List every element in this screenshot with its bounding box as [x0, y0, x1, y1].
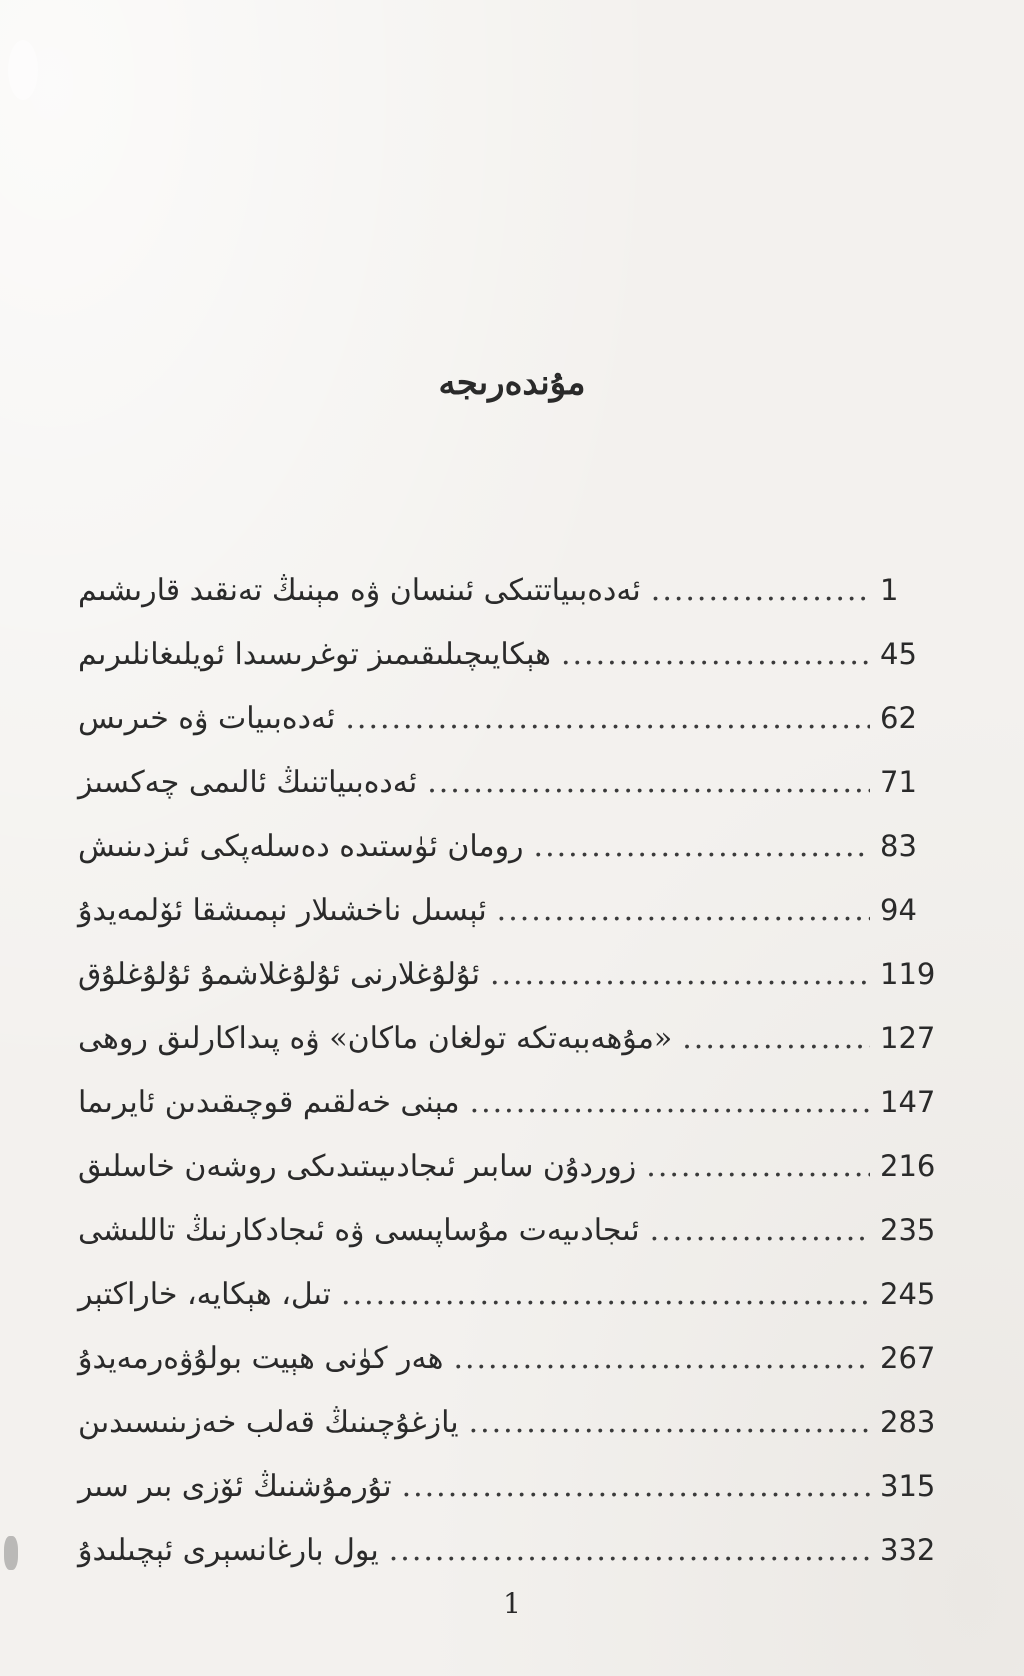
toc-entry-page: 127 [880, 1021, 936, 1055]
toc-entry [78, 686, 940, 750]
toc-entry-page: 283 [880, 1405, 936, 1439]
toc-leader-dots [469, 1391, 870, 1455]
toc-entry [78, 1006, 940, 1070]
toc-leader-dots [561, 623, 870, 687]
toc-entry-title: ئەدەبىيات ۋە خىرىس [78, 701, 336, 736]
toc-leader-dots [341, 1263, 870, 1327]
toc-entry-page: 235 [880, 1213, 936, 1247]
toc-entry-title: تۇرمۇشنىڭ ئۆزى بىر سىر [78, 1469, 392, 1504]
toc-entry [78, 622, 940, 686]
toc-entry-page: 267 [880, 1341, 936, 1375]
toc-entry-title: ئەدەبىياتنىڭ ئالىمى چەكسىز [78, 765, 418, 800]
toc-entry [78, 1390, 940, 1454]
toc-entry-page: 62 [880, 701, 917, 735]
toc-entry [78, 878, 940, 942]
toc-entry [78, 1326, 940, 1390]
toc-entry-page: 71 [880, 765, 917, 799]
toc-leader-dots [534, 815, 870, 879]
toc-entry-page: 1 [880, 573, 899, 607]
toc-entry-title: زوردۇن سابىر ئىجادىيىتىدىكى روشەن خاسلىق [78, 1149, 637, 1184]
toc-entry-page: 332 [880, 1533, 936, 1567]
page-title: مۇندەرىجە [438, 363, 586, 403]
toc-leader-dots [427, 751, 870, 815]
toc-leader-dots [402, 1455, 870, 1519]
toc-leader-dots [470, 1071, 870, 1135]
toc-entry-page: 83 [880, 829, 917, 863]
paper-mark [4, 1536, 18, 1570]
toc-entry-title: ئېسىل ناخشىلار نېمىشقا ئۆلمەيدۇ [78, 893, 487, 928]
toc-leader-dots [651, 559, 870, 623]
toc-leader-dots [650, 1199, 870, 1263]
toc-entry [78, 558, 940, 622]
toc-entry-page: 245 [880, 1277, 936, 1311]
toc-entry [78, 1518, 940, 1582]
toc-entry-page: 216 [880, 1149, 936, 1183]
table-of-contents [78, 558, 940, 1582]
toc-leader-dots [490, 943, 870, 1007]
toc-entry-title: ئۇلۇغلارنى ئۇلۇغلاشمۇ ئۇلۇغلۇق [78, 957, 480, 992]
toc-entry-title: يول بارغانسېرى ئېچىلىدۇ [78, 1533, 379, 1568]
toc-entry [78, 750, 940, 814]
toc-entry [78, 1262, 940, 1326]
toc-entry-title: مېنى خەلقىم قوچىقىدىن ئايرىما [78, 1085, 460, 1120]
toc-entry-title: ئىجادىيەت مۇساپىسى ۋە ئىجادكارنىڭ تاللىشى [78, 1213, 640, 1248]
toc-entry-title: ئەدەبىياتتىكى ئىنسان ۋە مېنىڭ تەنقىد قارىشىم [78, 573, 641, 608]
toc-entry [78, 1198, 940, 1262]
paper-smudge [8, 40, 38, 100]
toc-entry-title: تىل، ھېكايە، خاراكتېر [78, 1277, 332, 1312]
toc-entry-title: «مۇھەببەتكە تولغان ماكان» ۋە پىداكارلىق روھى [78, 1021, 673, 1056]
toc-entry-title: ھېكايىچىلىقىمىز توغرىسىدا ئويلىغانلىرىم [78, 637, 551, 672]
toc-entry [78, 814, 940, 878]
toc-entry-title: رومان ئۈستىدە دەسلەپكى ئىزدىنىش [78, 829, 524, 864]
toc-leader-dots [497, 879, 870, 943]
toc-leader-dots [389, 1519, 870, 1583]
toc-entry-page: 147 [880, 1085, 936, 1119]
toc-leader-dots [345, 687, 870, 751]
toc-entry-title: ھەر كۈنى ھېيت بولۇۋەرمەيدۇ [78, 1341, 444, 1376]
toc-entry [78, 1134, 940, 1198]
page-number: 1 [503, 1587, 521, 1620]
toc-leader-dots [682, 1007, 870, 1071]
toc-entry [78, 942, 940, 1006]
toc-entry-page: 94 [880, 893, 917, 927]
toc-entry-page: 45 [880, 637, 917, 671]
toc-entry-page: 119 [880, 957, 936, 991]
toc-leader-dots [646, 1135, 870, 1199]
toc-leader-dots [453, 1327, 870, 1391]
toc-entry-page: 315 [880, 1469, 936, 1503]
toc-entry [78, 1070, 940, 1134]
toc-entry-title: يازغۇچىنىڭ قەلب خەزىنىسىدىن [78, 1405, 459, 1440]
toc-entry [78, 1454, 940, 1518]
